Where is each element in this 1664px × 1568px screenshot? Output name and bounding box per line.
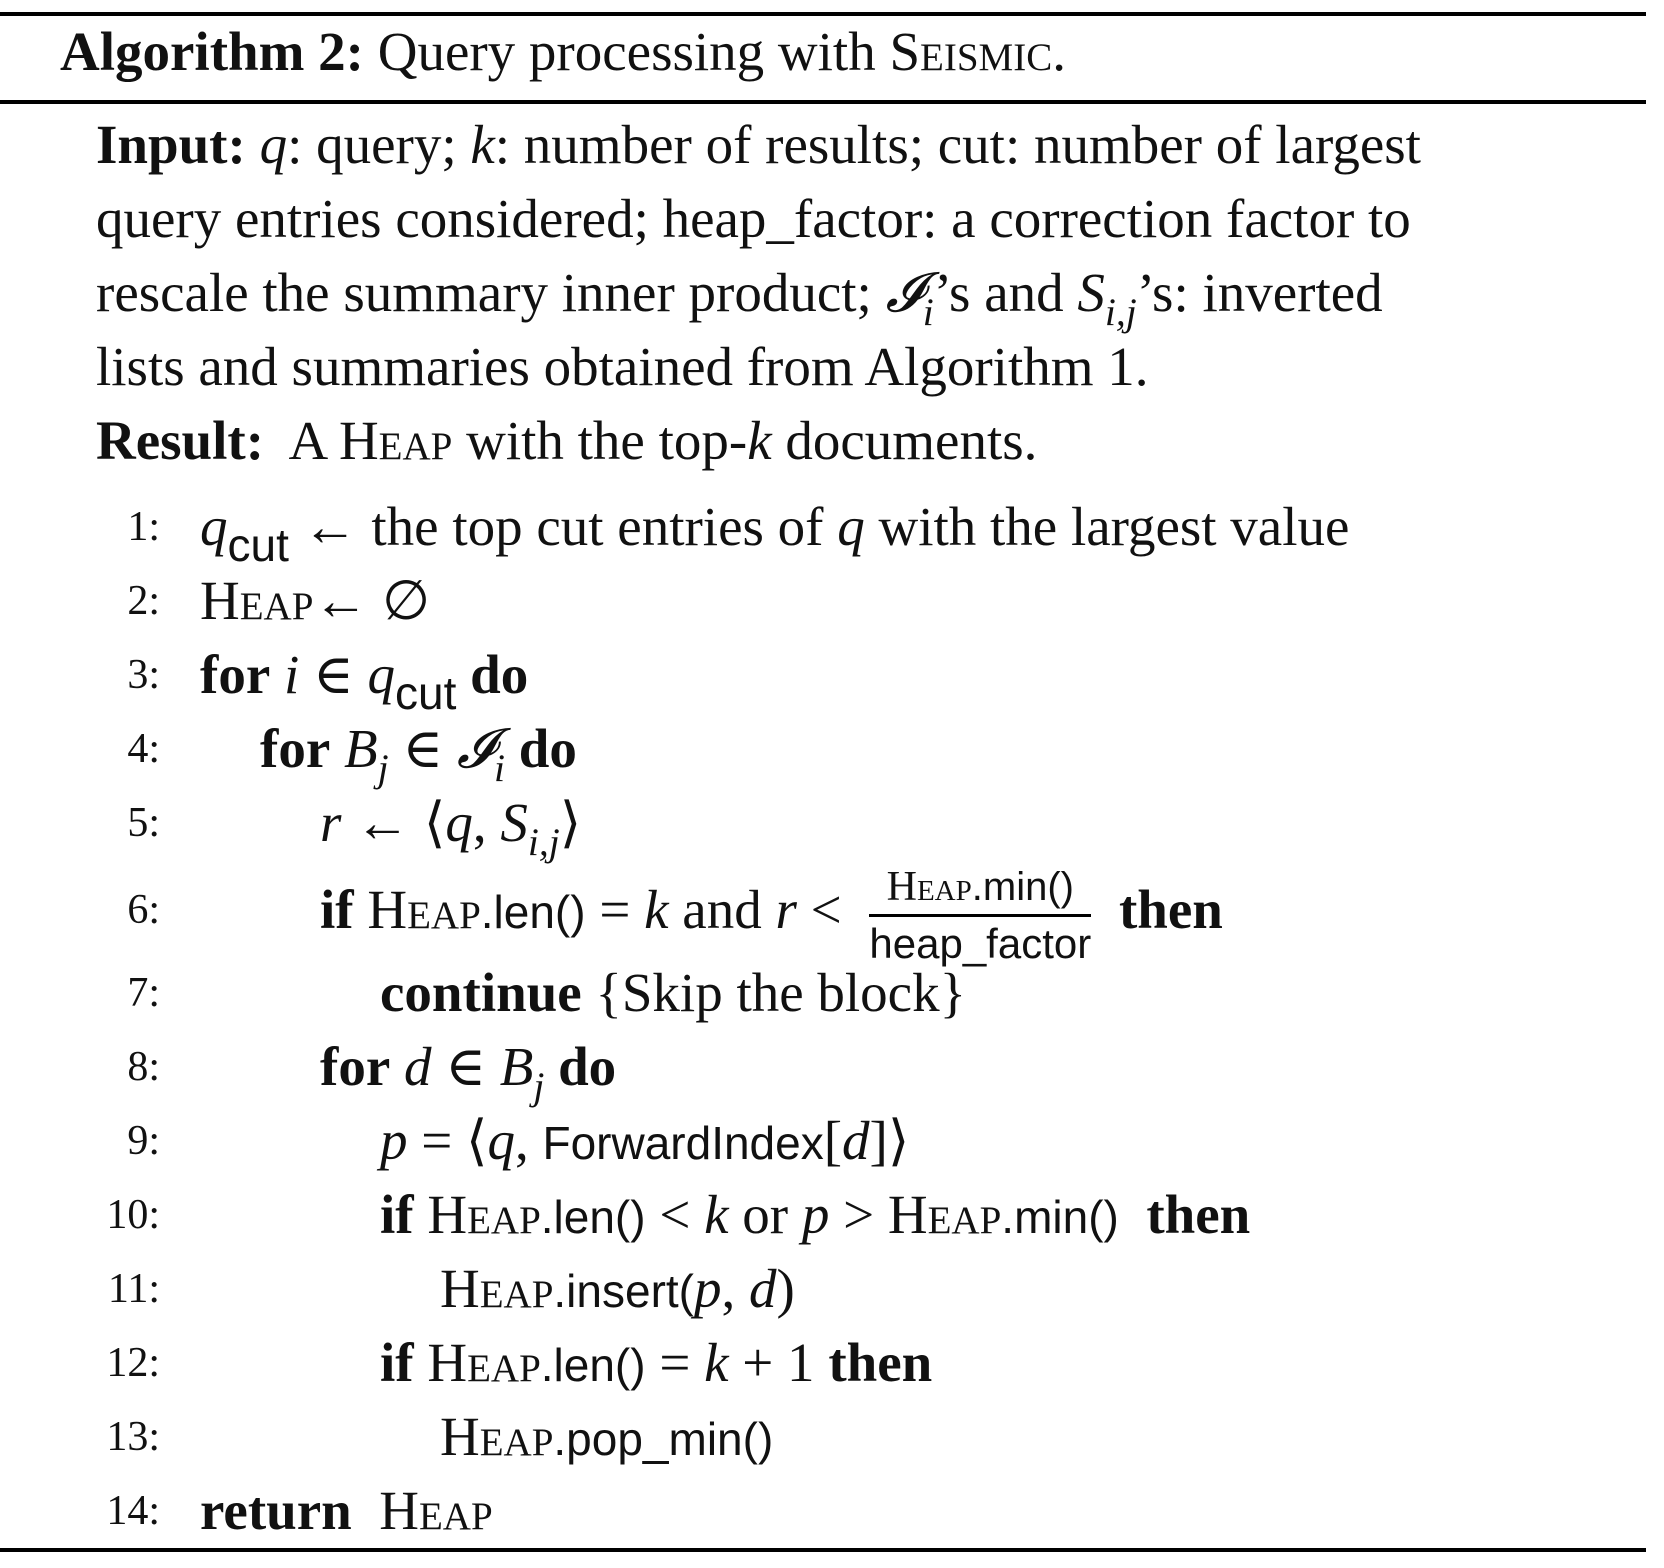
algo-line-13 — [0, 1400, 1664, 1474]
line-code: Heap.insert(p, d) — [440, 1258, 795, 1319]
heap-token: Heap — [440, 1406, 554, 1467]
min-call: .min() — [971, 864, 1074, 909]
bottom-rule — [0, 1548, 1646, 1552]
algo-line-11 — [0, 1252, 1664, 1326]
forward-index: ForwardIndex — [542, 1117, 824, 1169]
input-line-3: rescale the summary inner product; 𝓘$_i$’s and $S_{i,j}’s$: inverted — [96, 262, 1383, 334]
line-number: 5: — [127, 800, 160, 846]
heap-token: Heap — [440, 1258, 554, 1319]
heap-token: Heap — [427, 1332, 541, 1393]
result-heap: Heap — [338, 410, 453, 471]
heap-token: Heap — [379, 1480, 493, 1541]
algo-line-4 — [0, 712, 1664, 790]
algorithm-label: Algorithm 2: — [60, 21, 364, 82]
heap-token: Heap — [427, 1184, 541, 1245]
line-code: r ← ⟨q, $S_{i,j}⟩$ — [320, 792, 582, 864]
algorithm-name: Seismic — [889, 21, 1053, 82]
skip-comment: {Skip the block} — [595, 962, 966, 1023]
result-line — [96, 404, 1037, 478]
len-call: .len() — [540, 1191, 646, 1243]
line-number: 2: — [127, 578, 160, 624]
heap-token: Heap — [200, 570, 314, 631]
heap-token: Heap — [886, 863, 972, 910]
algo-line-12 — [0, 1326, 1664, 1400]
input-text-1: q: query; k: number of results; cut: number of largest — [259, 114, 1421, 175]
result-post: with the top-k documents. — [466, 410, 1038, 471]
heap-factor: heap_factor — [869, 919, 1092, 967]
input-line-2: query entries considered; heap_factor: a correction factor to — [96, 188, 1411, 249]
line-code: for d ∈ $B_j$ do — [320, 1036, 617, 1108]
input-label: Input: — [96, 114, 246, 175]
line-code: if Heap.len() = k and r < $\frac{\text{Heap.min()}}{\text{heap\_factor}}$ then — [320, 863, 1223, 967]
line-number: 12: — [106, 1340, 160, 1386]
algo-line-2 — [0, 564, 1664, 638]
line-number: 13: — [106, 1414, 160, 1460]
heap-token: Heap — [367, 879, 481, 940]
line-number: 9: — [127, 1118, 160, 1164]
line-code: if Heap.len() < k or p > Heap.min() then — [380, 1184, 1251, 1245]
line-number: 1: — [127, 504, 160, 550]
algorithm-title — [60, 12, 1066, 92]
algorithm-title-text: Query processing with — [377, 21, 876, 82]
line-code: $q_{cut}$ ← the top cut entries of q with the largest value — [200, 496, 1350, 572]
input-line-4: lists and summaries obtained from Algorithm 1. — [96, 336, 1149, 397]
line-code: return Heap — [200, 1480, 493, 1541]
insert-call: .insert( — [553, 1265, 694, 1317]
result-label: Result: — [96, 410, 265, 471]
min-call: .min() — [1001, 1191, 1119, 1243]
heap-token: Heap — [887, 1184, 1002, 1245]
algo-line-3 — [0, 638, 1664, 720]
algo-line-8 — [0, 1030, 1664, 1108]
title-rule — [0, 100, 1646, 104]
pop-min-call: .pop_min() — [553, 1413, 774, 1465]
line-number: 10: — [106, 1192, 160, 1238]
algo-line-1 — [0, 490, 1664, 572]
line-number: 3: — [127, 652, 160, 698]
algo-line-10 — [0, 1178, 1664, 1252]
algo-line-5 — [0, 786, 1664, 864]
algo-line-6 — [0, 860, 1664, 967]
line-number: 14: — [106, 1488, 160, 1534]
line-code: Heap← ∅ — [200, 570, 431, 631]
line-code: for $B_j$ ∈ 𝓘$_i$ do — [260, 718, 577, 790]
algorithm-title-end: . — [1052, 21, 1066, 82]
line-code: if Heap.len() = k + 1 then — [380, 1332, 933, 1393]
line-number: 11: — [107, 1266, 160, 1312]
line-number: 4: — [127, 726, 160, 772]
len-call: .len() — [480, 886, 586, 938]
line-number: 7: — [127, 970, 160, 1016]
threshold-fraction — [869, 863, 1092, 967]
line-number: 6: — [127, 887, 160, 933]
line-code: continue {Skip the block} — [380, 962, 966, 1023]
line-number: 8: — [127, 1044, 160, 1090]
result-pre: A — [288, 410, 326, 471]
line-code — [440, 1400, 773, 1476]
algo-line-9 — [0, 1104, 1664, 1178]
algo-line-14 — [0, 1474, 1664, 1548]
line-code: p = ⟨q, ForwardIndex[d]⟩ — [380, 1110, 910, 1171]
input-line-1 — [96, 108, 1421, 182]
line-code: for i ∈ $q_{cut}$ do — [200, 644, 529, 720]
algo-line-7 — [0, 956, 1664, 1030]
len-call: .len() — [540, 1339, 646, 1391]
